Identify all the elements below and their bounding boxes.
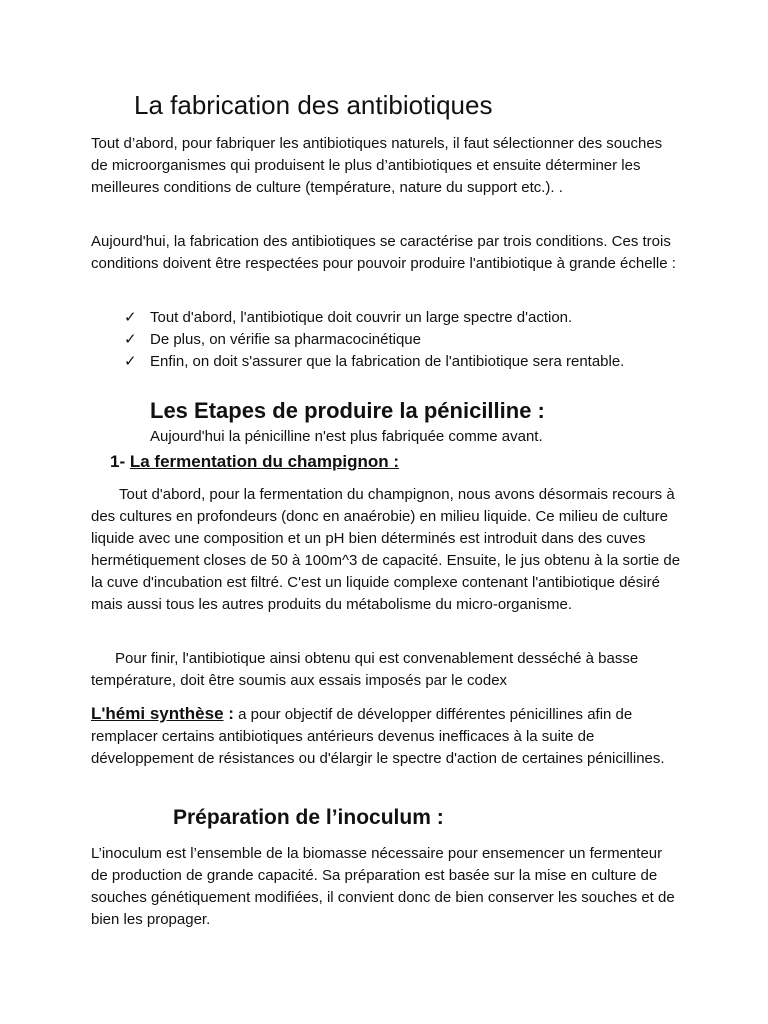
- inoculum-heading: Préparation de l’inoculum :: [173, 806, 444, 829]
- hemi-synthese-colon: :: [223, 704, 234, 723]
- check-icon: ✓: [124, 353, 137, 370]
- section-title: La fermentation du champignon :: [129, 452, 400, 471]
- check-icon: ✓: [124, 309, 137, 326]
- steps-heading: Les Etapes de produire la pénicilline :: [150, 398, 545, 423]
- checklist-item: [124, 351, 664, 373]
- check-icon: ✓: [124, 331, 137, 348]
- section-number: 1-: [110, 452, 126, 471]
- checklist-item: [124, 329, 664, 351]
- checklist-item-text: De plus, on vérifie sa pharmacocinétique: [150, 331, 421, 348]
- document-title: La fabrication des antibiotiques: [134, 90, 493, 120]
- fermentation-paragraph: Tout d'abord, pour la fermentation du champignon, nous avons désormais recours à des cultures en profondeurs (donc en anaérobie) en milieu liquide. Ce milieu de culture liquide avec une composition et un pH bien déterminés est introduit dans des cuves hermétiquement closes de 50 à 100m^3 de capacité. Ensuite, le jus obtenu à la sortie de la cuve d'incubation est filtré. C'est un liquide complexe contenant l'antibiotique désiré mais aussi tous les autres produits du métabolisme du micro-organisme.: [91, 486, 681, 613]
- steps-subline: Aujourd'hui la pénicilline n'est plus fabriquée comme avant.: [150, 428, 543, 445]
- hemi-synthese-text: a pour objectif de développer différentes pénicillines afin de remplacer certains antibiotiques antérieurs devenus inefficaces à la suite de développement de résistances ou d'élargir le spectre d'action de certaines pénicillines.: [91, 706, 665, 767]
- inoculum-paragraph: L’inoculum est l’ensemble de la biomasse nécessaire pour ensemencer un fermenteur de production de grande capacité. Sa préparation est basée sur la mise en culture de souches génétiquement modifiées, il convient donc de bien conserver les souches et de bien les propager.: [91, 845, 675, 928]
- hemi-synthese-paragraph: [91, 703, 681, 770]
- conditions-paragraph: Aujourd'hui, la fabrication des antibiotiques se caractérise par trois conditions. Ces trois conditions doivent être respectées pour pouvoir produire l'antibiotique à grande échelle :: [91, 233, 676, 272]
- section-heading-fermentation: [110, 450, 399, 474]
- hemi-synthese-term: L'hémi synthèse: [91, 704, 224, 723]
- checklist-item: [124, 307, 664, 329]
- checklist-item-text: Tout d'abord, l'antibiotique doit couvrir un large spectre d'action.: [150, 309, 573, 326]
- intro-paragraph: Tout d’abord, pour fabriquer les antibiotiques naturels, il faut sélectionner des souches de microorganismes qui produisent le plus d’antibiotiques et ensuite déterminer les meilleures conditions de culture (température, nature du support etc.). .: [91, 135, 663, 196]
- conditions-checklist: [124, 307, 664, 373]
- checklist-item-text: Enfin, on doit s'assurer que la fabrication de l'antibiotique sera rentable.: [150, 353, 625, 370]
- final-paragraph: Pour finir, l'antibiotique ainsi obtenu qui est convenablement desséché à basse température, doit être soumis aux essais imposés par le codex: [91, 650, 639, 689]
